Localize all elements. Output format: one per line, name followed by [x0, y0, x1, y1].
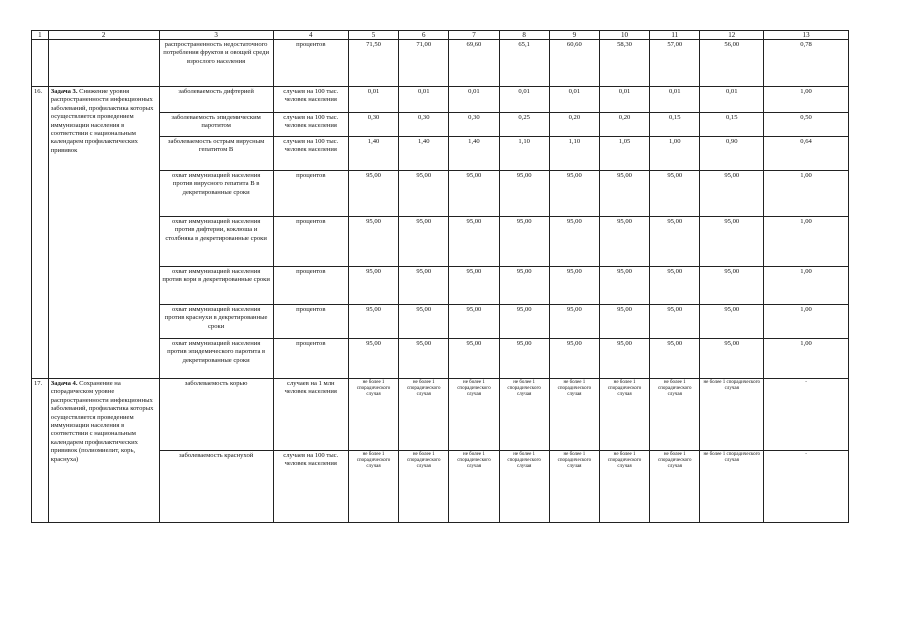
value-cell: 0,15 [700, 113, 764, 137]
value-cell: 95,00 [399, 339, 449, 379]
table-row [32, 87, 849, 113]
unit-cell: процентов [273, 40, 348, 87]
indicator-cell: распространенность недостаточного потребления фруктов и овощей среди взрослого населения [159, 40, 273, 87]
value-cell: не более 1 спорадического случая [650, 379, 700, 451]
value-cell: 95,00 [549, 217, 599, 267]
value-cell: 65,1 [499, 40, 549, 87]
value-cell: 95,00 [599, 217, 649, 267]
table-row [32, 379, 849, 451]
value-cell: - [764, 451, 849, 523]
value-cell: 95,00 [599, 339, 649, 379]
value-cell: не более 1 спорадического случая [650, 451, 700, 523]
value-cell: 0,30 [449, 113, 499, 137]
task-label: Задача 4. [50, 380, 78, 387]
indicator-table [31, 30, 849, 523]
unit-cell: случаев на 100 тыс. человек населения [273, 87, 348, 113]
value-cell: 95,00 [499, 171, 549, 217]
value-cell: 0,01 [399, 87, 449, 113]
value-cell: не более 1 спорадического случая [700, 379, 764, 451]
unit-cell: случаев на 100 тыс. человек населения [273, 113, 348, 137]
value-cell: не более 1 спорадического случая [700, 451, 764, 523]
value-cell: 95,00 [449, 339, 499, 379]
value-cell: 1,00 [764, 339, 849, 379]
unit-cell: процентов [273, 267, 348, 305]
value-cell: 95,00 [449, 305, 499, 339]
value-cell: 0,01 [499, 87, 549, 113]
value-cell: 95,00 [650, 305, 700, 339]
value-cell: 0,90 [700, 137, 764, 171]
indicator-cell: охват иммунизацией населения против эпидемического паротита в декретированные сроки [159, 339, 273, 379]
value-cell: 95,00 [449, 217, 499, 267]
unit-cell: случаев на 1 млн человек населения [273, 379, 348, 451]
column-number: 1 [32, 31, 49, 40]
value-cell: 95,00 [499, 267, 549, 305]
value-cell: 0,01 [650, 87, 700, 113]
value-cell: 95,00 [599, 171, 649, 217]
value-cell: 69,60 [449, 40, 499, 87]
value-cell: 1,10 [549, 137, 599, 171]
value-cell: 95,00 [348, 339, 398, 379]
value-cell: 95,00 [650, 339, 700, 379]
value-cell: не более 1 спорадического случая [549, 379, 599, 451]
column-number: 8 [499, 31, 549, 40]
value-cell: 1,05 [599, 137, 649, 171]
unit-cell: процентов [273, 217, 348, 267]
indicator-cell: заболеваемость краснухой [159, 451, 273, 523]
value-cell: не более 1 спорадического случая [599, 379, 649, 451]
value-cell: 95,00 [700, 267, 764, 305]
task-cell [48, 87, 159, 379]
column-number: 6 [399, 31, 449, 40]
value-cell: 71,00 [399, 40, 449, 87]
value-cell: 95,00 [700, 217, 764, 267]
value-cell: 95,00 [449, 171, 499, 217]
value-cell: 0,78 [764, 40, 849, 87]
task-cell [48, 379, 159, 523]
value-cell: 0,01 [348, 87, 398, 113]
value-cell: 1,10 [499, 137, 549, 171]
value-cell: не более 1 спорадического случая [599, 451, 649, 523]
value-cell: не более 1 спорадического случая [399, 451, 449, 523]
value-cell: 95,00 [399, 267, 449, 305]
indicator-cell: заболеваемость эпидемическим паротитом [159, 113, 273, 137]
value-cell: 95,00 [449, 267, 499, 305]
value-cell: 95,00 [399, 171, 449, 217]
value-cell: 0,01 [549, 87, 599, 113]
column-number: 12 [700, 31, 764, 40]
value-cell: не более 1 спорадического случая [348, 379, 398, 451]
value-cell: 95,00 [499, 305, 549, 339]
column-number: 7 [449, 31, 499, 40]
task-cell [48, 40, 159, 87]
value-cell: 95,00 [549, 339, 599, 379]
column-number: 5 [348, 31, 398, 40]
value-cell: не более 1 спорадического случая [549, 451, 599, 523]
value-cell: не более 1 спорадического случая [399, 379, 449, 451]
value-cell: 58,30 [599, 40, 649, 87]
value-cell: 95,00 [399, 305, 449, 339]
row-number-cell: 17. [32, 379, 49, 523]
value-cell: 95,00 [549, 267, 599, 305]
value-cell: 1,40 [449, 137, 499, 171]
row-number-cell: 16. [32, 87, 49, 379]
row-number-cell [32, 40, 49, 87]
value-cell: 95,00 [499, 217, 549, 267]
value-cell: 0,01 [599, 87, 649, 113]
value-cell: 95,00 [399, 217, 449, 267]
value-cell: 95,00 [348, 305, 398, 339]
unit-cell: случаев на 100 тыс. человек населения [273, 451, 348, 523]
indicator-cell: охват иммунизацией населения против дифтерии, коклюша и столбняка в декретированные сроки [159, 217, 273, 267]
indicator-cell: заболеваемость корью [159, 379, 273, 451]
unit-cell: процентов [273, 305, 348, 339]
value-cell: 95,00 [700, 171, 764, 217]
indicator-cell: заболеваемость дифтерией [159, 87, 273, 113]
value-cell: не более 1 спорадического случая [449, 379, 499, 451]
value-cell: не более 1 спорадического случая [499, 379, 549, 451]
value-cell: 1,00 [764, 267, 849, 305]
indicator-cell: охват иммунизацией населения против краснухи в декретированные сроки [159, 305, 273, 339]
indicator-cell: охват иммунизацией населения против вирусного гепатита В в декретированные сроки [159, 171, 273, 217]
unit-cell: процентов [273, 171, 348, 217]
indicator-cell: охват иммунизацией населения против кори в декретированные сроки [159, 267, 273, 305]
value-cell: 60,60 [549, 40, 599, 87]
column-number: 2 [48, 31, 159, 40]
column-number: 13 [764, 31, 849, 40]
column-number: 9 [549, 31, 599, 40]
value-cell: 0,20 [599, 113, 649, 137]
value-cell: - [764, 379, 849, 451]
value-cell: 0,50 [764, 113, 849, 137]
value-cell: не более 1 спорадического случая [348, 451, 398, 523]
value-cell: 1,00 [764, 171, 849, 217]
value-cell: 1,40 [399, 137, 449, 171]
value-cell: 0,25 [499, 113, 549, 137]
value-cell: 95,00 [348, 267, 398, 305]
unit-cell: процентов [273, 339, 348, 379]
value-cell: не более 1 спорадического случая [449, 451, 499, 523]
value-cell: 71,50 [348, 40, 398, 87]
column-number: 4 [273, 31, 348, 40]
value-cell: 56,00 [700, 40, 764, 87]
value-cell: 95,00 [348, 217, 398, 267]
value-cell: 95,00 [348, 171, 398, 217]
value-cell: 0,01 [700, 87, 764, 113]
value-cell: 95,00 [650, 267, 700, 305]
column-number-row [32, 31, 849, 40]
value-cell: 1,00 [764, 305, 849, 339]
task-description: Снижение уровня распространенности инфекционных заболеваний, профилактика которых осуществляется проведением иммунизации населения в соответствии с национальным календарем профилактических прививок [50, 88, 154, 154]
task-label: Задача 3. [50, 88, 78, 95]
value-cell: 0,30 [348, 113, 398, 137]
value-cell: 95,00 [499, 339, 549, 379]
value-cell: 95,00 [650, 171, 700, 217]
value-cell: 1,00 [764, 217, 849, 267]
value-cell: 0,64 [764, 137, 849, 171]
value-cell: 95,00 [650, 217, 700, 267]
column-number: 3 [159, 31, 273, 40]
value-cell: 1,00 [764, 87, 849, 113]
value-cell: 0,01 [449, 87, 499, 113]
task-description: Сохранение на спорадическом уровне распространенности инфекционных заболеваний, профилактика которых осуществляется проведением иммунизации населения в соответствии с национальным календарем профилактических прививок (полиомиелит, корь, краснуха) [50, 380, 154, 463]
value-cell: 95,00 [700, 339, 764, 379]
column-number: 10 [599, 31, 649, 40]
value-cell: 95,00 [599, 267, 649, 305]
value-cell: не более 1 спорадического случая [499, 451, 549, 523]
indicator-cell: заболеваемость острым вирусным гепатитом В [159, 137, 273, 171]
table-row [32, 40, 849, 87]
unit-cell: случаев на 100 тыс. человек населения [273, 137, 348, 171]
value-cell: 0,30 [399, 113, 449, 137]
value-cell: 95,00 [599, 305, 649, 339]
value-cell: 0,20 [549, 113, 599, 137]
value-cell: 95,00 [549, 171, 599, 217]
value-cell: 95,00 [700, 305, 764, 339]
value-cell: 0,15 [650, 113, 700, 137]
column-number: 11 [650, 31, 700, 40]
value-cell: 1,40 [348, 137, 398, 171]
value-cell: 57,00 [650, 40, 700, 87]
value-cell: 1,00 [650, 137, 700, 171]
value-cell: 95,00 [549, 305, 599, 339]
